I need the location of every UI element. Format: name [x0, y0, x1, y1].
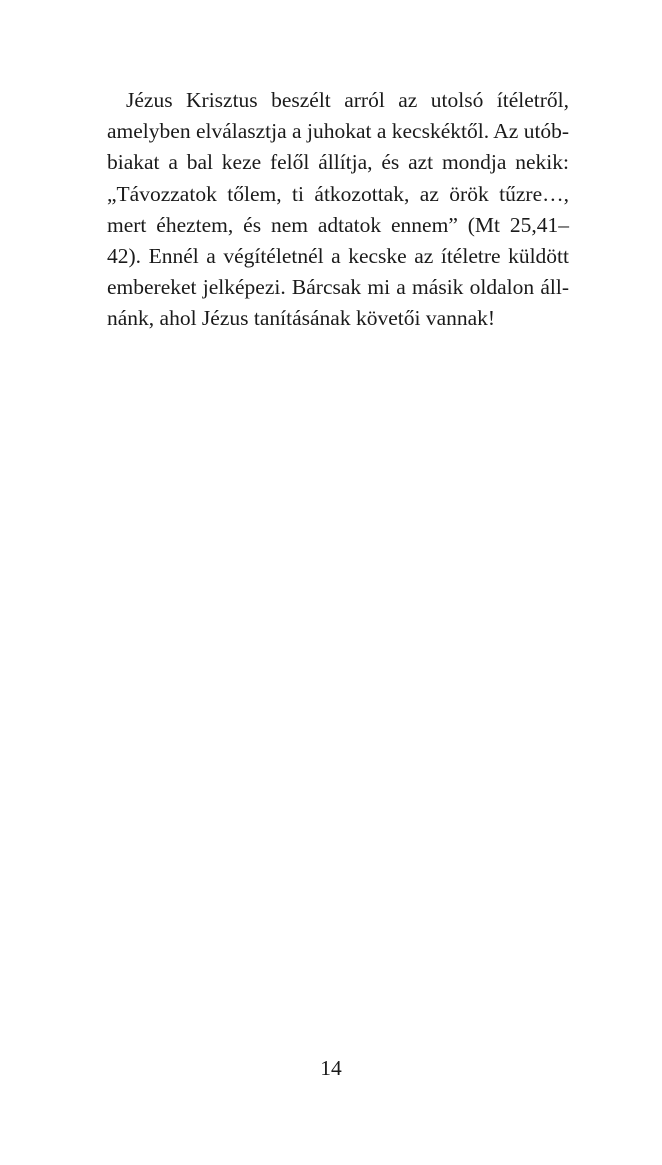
paragraph-line: amelyben elválasztja a juhokat a kecskéktől. Az utób-	[107, 119, 570, 144]
paragraph-line: embereket jelképezi. Bárcsak mi a másik oldalon áll-	[107, 275, 569, 300]
paragraph-line: „Távozzatok tőlem, ti átkozottak, az örök tűzre…,	[107, 181, 569, 206]
body-paragraph	[107, 85, 569, 335]
paragraph-line: biakat a bal keze felől állítja, és azt mondja nekik:	[107, 150, 569, 175]
paragraph-line: 42). Ennél a végítéletnél a kecske az ítéletre küldött	[107, 243, 569, 268]
paragraph-line: Jézus Krisztus beszélt arról az utolsó ítéletről,	[126, 88, 569, 112]
paragraph-line: nánk, ahol Jézus tanításának követői vannak!	[107, 306, 496, 331]
paragraph-line: mert éheztem, és nem adtatok ennem” (Mt 25,41–	[107, 212, 569, 237]
page-number: 14	[320, 1056, 342, 1080]
